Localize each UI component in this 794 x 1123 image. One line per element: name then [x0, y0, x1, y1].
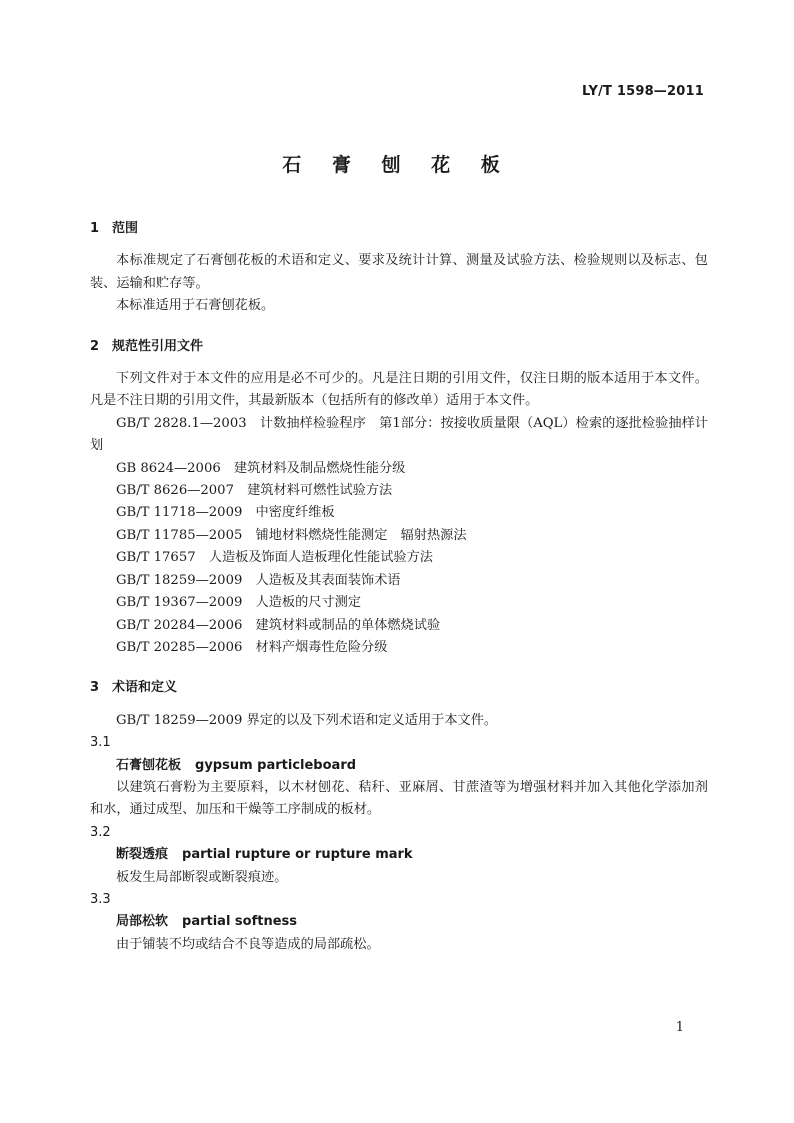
term-en: partial rupture or rupture mark — [182, 847, 413, 863]
reference-item: GB/T 20285—2006 材料产烟毒性危险分级 — [116, 639, 388, 655]
term-en: gypsum particleboard — [195, 757, 357, 773]
term-number: 3.1 — [90, 735, 111, 751]
paragraph: 下列文件对于本文件的应用是必不可少的。凡是注日期的引用文件，仅注日期的版本适用于本文件。凡是不注日期的引用文件，其最新版本（包括所有的修改单）适用于本文件。 — [90, 371, 708, 409]
section-number: 3 — [90, 680, 100, 696]
paragraph: 本标准适用于石膏刨花板。 — [116, 298, 275, 314]
paragraph: GB/T 18259—2009 界定的以及下列术语和定义适用于本文件。 — [116, 712, 498, 728]
section-number: 2 — [90, 338, 100, 354]
reference-item: GB/T 20284—2006 建筑材料或制品的单体燃烧试验 — [116, 617, 441, 633]
reference-item: GB/T 19367—2009 人造板的尺寸测定 — [116, 595, 362, 611]
term-number: 3.2 — [90, 824, 111, 840]
term-heading — [90, 844, 708, 866]
term-definition: 板发生局部断裂或断裂痕迹。 — [116, 869, 288, 885]
term-heading — [90, 755, 708, 777]
reference-item: GB/T 18259—2009 人造板及其表面装饰术语 — [116, 572, 401, 588]
section-3-heading — [90, 677, 708, 699]
reference-item: GB/T 11718—2009 中密度纤维板 — [116, 505, 335, 521]
reference-item: GB/T 8626—2007 建筑材料可燃性试验方法 — [116, 483, 393, 499]
section-title: 规范性引用文件 — [112, 338, 204, 354]
term-heading — [90, 911, 708, 933]
term-en: partial softness — [182, 914, 298, 930]
page-number: 1 — [675, 1020, 684, 1035]
term-zh: 断裂透痕 — [116, 847, 169, 863]
reference-item: GB/T 17657 人造板及饰面人造板理化性能试验方法 — [116, 550, 433, 566]
document-title: 石 膏 刨 花 板 — [282, 154, 512, 176]
standard-code: LY/T 1598—2011 — [582, 84, 704, 99]
term-number: 3.3 — [90, 891, 111, 907]
section-number: 1 — [90, 221, 100, 236]
term-zh: 石膏刨花板 — [116, 757, 182, 773]
section-title: 范围 — [112, 221, 139, 236]
section-1-heading — [90, 218, 708, 240]
term-zh: 局部松软 — [116, 914, 169, 930]
paragraph: 本标准规定了石膏刨花板的术语和定义、要求及统计计算、测量及试验方法、检验规则以及标志、包装、运输和贮存等。 — [90, 253, 708, 291]
section-2-heading — [90, 336, 708, 358]
reference-item: GB/T 11785—2005 铺地材料燃烧性能测定 辐射热源法 — [116, 527, 467, 543]
term-definition: 以建筑石膏粉为主要原料，以木材刨花、秸秆、亚麻屑、甘蔗渣等为增强材料并加入其他化学添加剂和水，通过成型、加压和干燥等工序制成的板材。 — [90, 779, 708, 818]
section-title: 术语和定义 — [112, 680, 178, 696]
document-body — [90, 218, 708, 956]
reference-item: GB 8624—2006 建筑材料及制品燃烧性能分级 — [116, 460, 406, 476]
reference-item: GB/T 2828.1—2003 计数抽样检验程序 第1部分：按接收质量限（AQL）检索的逐批检验抽样计划 — [90, 415, 708, 454]
term-definition: 由于铺装不均或结合不良等造成的局部疏松。 — [116, 936, 380, 952]
